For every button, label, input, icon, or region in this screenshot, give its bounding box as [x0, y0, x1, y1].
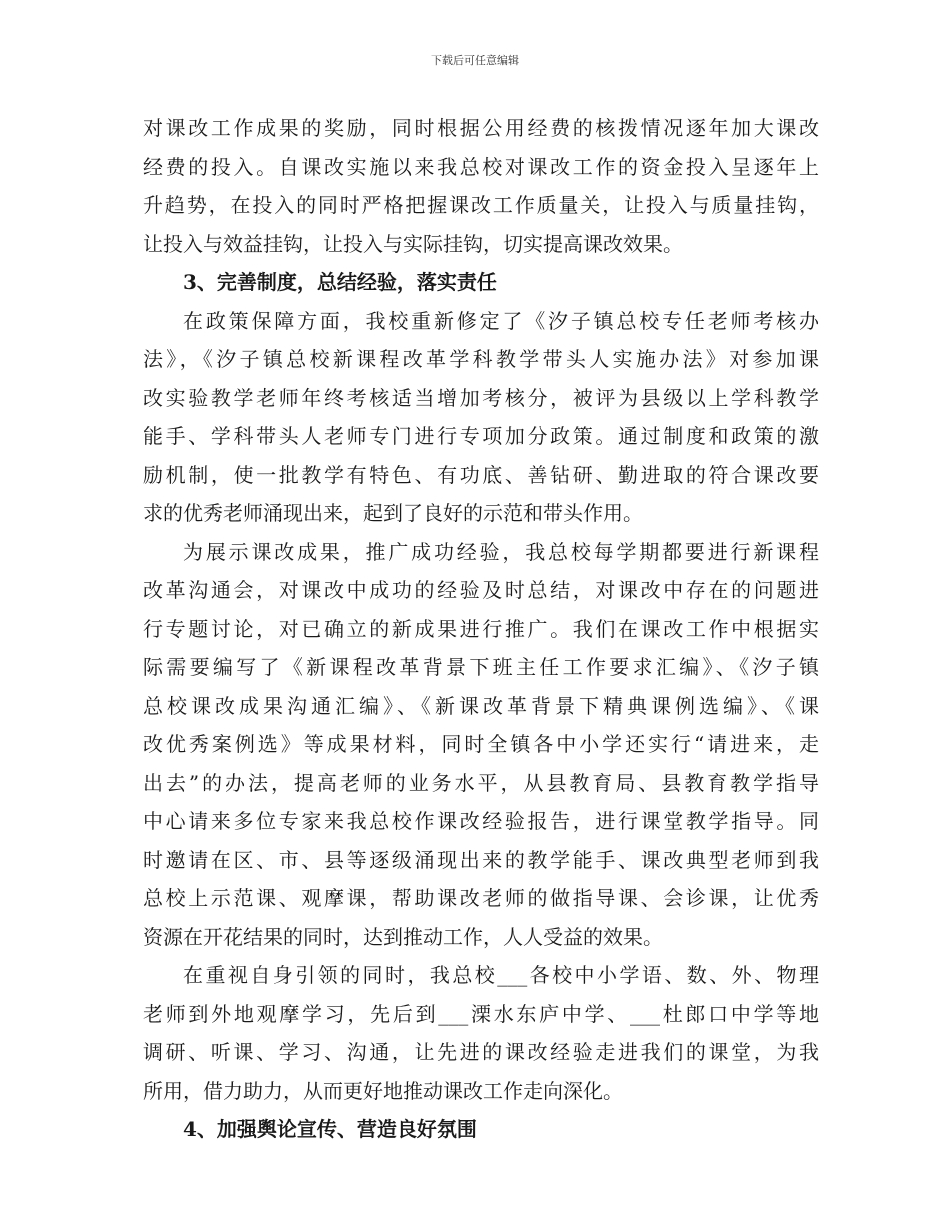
text-line: 为展示课改成果，推广成功经验，我总校每学期都要进行新课程 — [183, 539, 819, 564]
text-line: 改优秀案例选》等成果材料，同时全镇各中小学还实行“请进来，走 — [143, 732, 819, 756]
section-heading: 4、加强舆论宣传、营造良好氛围 — [183, 1117, 477, 1141]
text-line: 时邀请在区、市、县等逐级涌现出来的教学能手、课改典型老师到我 — [143, 847, 819, 872]
text-line: 经费的投入。自课改实施以来我总校对课改工作的资金投入呈逐年上 — [143, 154, 819, 179]
text-line: 总校上示范课、观摩课，帮助课改老师的做指导课、会诊课，让优秀 — [143, 886, 819, 910]
text-line: 在政策保障方面，我校重新修定了《汐子镇总校专任老师考核办 — [183, 308, 819, 333]
text-line: 出去”的办法，提高老师的业务水平，从县教育局、县教育教学指导 — [143, 770, 819, 795]
text-line: 励机制，使一批教学有特色、有功底、善钻研、勤进取的符合课改要 — [143, 462, 819, 487]
text-line: 总校课改成果沟通汇编》、《新课改革背景下精典课例选编》、《课 — [143, 693, 819, 718]
text-line: 让投入与效益挂钩，让投入与实际挂钩，切实提高课改效果。 — [143, 231, 683, 256]
text-line: 改革沟通会，对课改中成功的经验及时总结，对课改中存在的问题进 — [143, 578, 819, 602]
text-line: 法》，《汐子镇总校新课程改革学科教学带头人实施办法》对参加课 — [143, 347, 819, 371]
text-line: 行专题讨论，对已确立的新成果进行推广。我们在课改工作中根据实 — [143, 616, 819, 641]
text-line: 中心请来多位专家来我总校作课改经验报告，进行课堂教学指导。同 — [143, 809, 819, 833]
text-line: 际需要编写了《新课程改革背景下班主任工作要求汇编》、《汐子镇 — [143, 655, 819, 679]
text-line: 求的优秀老师涌现出来，起到了良好的示范和带头作用。 — [143, 501, 643, 525]
text-line: 改实验教学老师年终考核适当增加考核分，被评为县级以上学科教学 — [143, 385, 819, 410]
text-line: 调研、听课、学习、沟通，让先进的课改经验走进我们的课堂，为我 — [143, 1040, 819, 1064]
text-line: 资源在开花结果的同时，达到推动工作，人人受益的效果。 — [143, 924, 663, 949]
document-body — [143, 109, 819, 1149]
text-line: 对课改工作成果的奖励，同时根据公用经费的核拨情况逐年加大课改 — [143, 116, 819, 140]
text-line: 所用，借力助力，从而更好地推动课改工作走向深化。 — [143, 1078, 623, 1103]
text-line: 升趋势，在投入的同时严格把握课改工作质量关，让投入与质量挂钩， — [143, 193, 819, 217]
text-line: 能手、学科带头人老师专门进行专项加分政策。通过制度和政策的激 — [143, 424, 819, 448]
page-header: 下载后可任意编辑 — [431, 54, 519, 67]
text-line: 在重视自身引领的同时，我总校___各校中小学语、数、外、物理 — [183, 963, 819, 987]
section-heading: 3、完善制度，总结经验，落实责任 — [183, 270, 497, 294]
text-line: 老师到外地观摩学习，先后到___溧水东庐中学、___杜郎口中学等地 — [143, 1001, 819, 1026]
